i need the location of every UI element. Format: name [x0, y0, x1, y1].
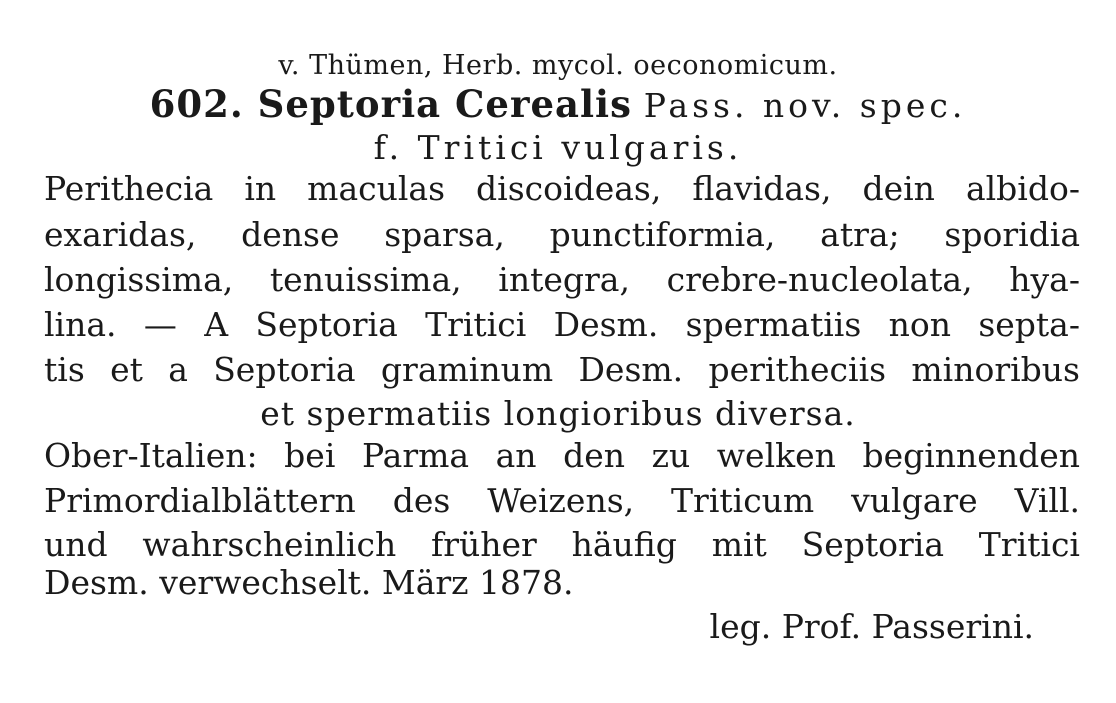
description-line: et spermatiis longioribus diversa. — [260, 394, 856, 433]
description-line: tis et a Septoria graminum Desm. peritheciis minoribus — [44, 350, 1080, 389]
locality-line: Desm. verwechselt. März 1878. — [44, 563, 574, 602]
species-number-and-name: 602. Septoria Cerealis — [149, 82, 632, 126]
forma-line: f. Tritici vulgaris. — [373, 128, 743, 167]
description-line: exaridas, dense sparsa, punctiformia, atra; sporidia — [44, 215, 1080, 254]
species-title — [0, 82, 1116, 126]
locality-line: Primordialblättern des Weizens, Triticum vulgare Vill. — [44, 481, 1080, 520]
species-author: Pass. nov. spec. — [643, 86, 967, 125]
description-line: Perithecia in maculas discoideas, flavidas, dein albido- — [44, 169, 1080, 208]
locality-line: Ober-Italien: bei Parma an den zu welken beginnenden — [44, 436, 1080, 475]
exsiccata-header: v. Thümen, Herb. mycol. oeconomicum. — [278, 50, 838, 81]
description-line: lina. — A Septoria Tritici Desm. spermatiis non septa- — [44, 305, 1080, 344]
locality-line: und wahrscheinlich früher häufig mit Septoria Tritici — [44, 525, 1080, 564]
collector-signature: leg. Prof. Passerini. — [709, 607, 1034, 646]
description-line: longissima, tenuissima, integra, crebre-nucleolata, hya- — [44, 260, 1080, 299]
